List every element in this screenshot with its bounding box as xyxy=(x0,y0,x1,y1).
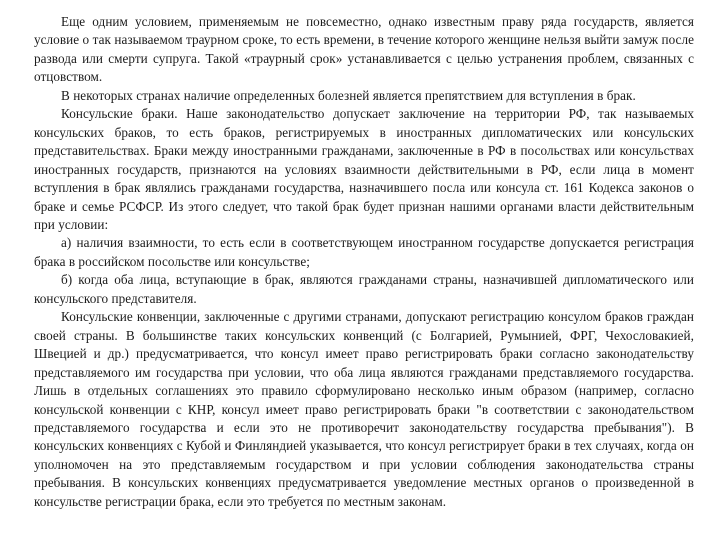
paragraph-consular-marriages: Консульские браки. Наше законодательство допускает заключение на территории РФ, так называемых консульских браков, то есть браков, регистрируемых в иностранных дипломатических или консульских представительствах. Браки между иностранными гражданами, заключенные в РФ в посольствах или консульствах иностранных государств, признаются на условиях взаимности действительными в РФ, если лица в момент вступления в брак являлись гражданами государства, назначившего посла или консула ст. 161 Кодекса законов о браке и семье РСФСР. Из этого следует, что такой брак будет признан нашими органами власти действительным при условии: xyxy=(34,106,694,232)
paragraph-consular-conventions: Консульские конвенции, заключенные с другими странами, допускают регистрацию консулом браков граждан своей страны. В большинстве таких консульских конвенций (с Болгарией, Румынией, ФРГ, Чехословакией, Швецией и др.) предусматривается, что консул имеет право регистрировать браки согласно законодательству представляемого им государства при условии, что оба лица являются гражданами представляемого государства. Лишь в отдельных соглашениях это правило сформулировано несколько иным образом (например, согласно консульской конвенции с КНР, консул имеет право регистрировать браки "в соответствии с законодательством представляемого государства и если это не противоречит законодательству государства пребывания"). В консульских конвенциях с Кубой и Финляндией указывается, что консул регистрирует браки в тех случаях, когда он уполномочен на это представляемым государством и при условии соблюдения законодательства страны пребывания. В консульских конвенциях предусматривается уведомление местных органов о произведенной в консульстве регистрации брака, если это требуется по местным законам. xyxy=(34,309,694,509)
paragraph-condition-a: а) наличия взаимности, то есть если в соответствующем иностранном государстве допускается регистрация брака в российском посольстве или консульстве; xyxy=(34,235,694,269)
paragraph-mourning-period: Еще одним условием, применяемым не повсеместно, однако известным праву ряда государств, является условие о так называемом траурном сроке, то есть времени, в течение которого женщине нельзя выйти замуж после развода или смерти супруга. Такой «траурный срок» устанавливается с целью устранения проблем, связанных с отцовством. xyxy=(34,14,694,85)
paragraph-diseases: В некоторых странах наличие определенных болезней является препятствием для вступления в брак. xyxy=(61,87,636,103)
paragraph-condition-b: б) когда оба лица, вступающие в брак, являются гражданами страны, назначившей дипломатического или консульского представителя. xyxy=(34,272,694,306)
